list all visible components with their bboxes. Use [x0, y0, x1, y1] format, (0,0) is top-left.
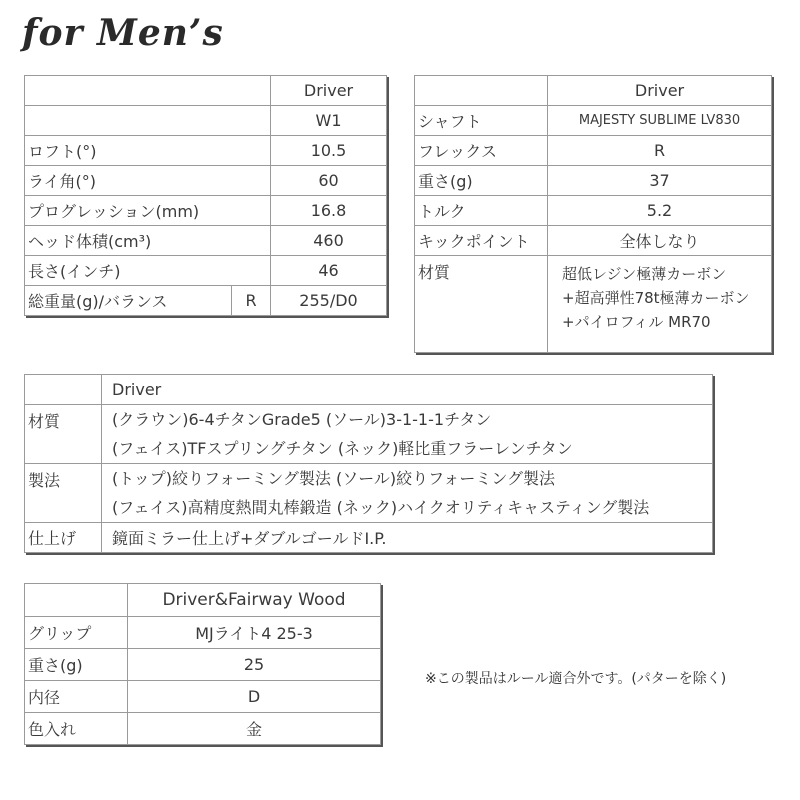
row-label: 長さ(インチ): [25, 256, 271, 286]
page-title: for Men’s: [22, 12, 224, 54]
table-row: [415, 166, 772, 196]
table-row: [25, 375, 713, 405]
cell-value: [102, 405, 713, 464]
cell-value: D: [128, 681, 381, 713]
cell-value: 25: [128, 649, 381, 681]
table-row: [25, 713, 381, 745]
shaft-table: [414, 75, 772, 353]
row-label: 重さ(g): [25, 649, 128, 681]
text-line: (クラウン)6-4チタンGrade5 (ソール)3-1-1-1チタン: [112, 410, 492, 429]
spec-table: [24, 75, 387, 316]
table-row: [25, 405, 713, 464]
text-line: (トップ)絞りフォーミング製法 (ソール)絞りフォーミング製法: [112, 469, 556, 488]
table-row: [415, 136, 772, 166]
row-label: 色入れ: [25, 713, 128, 745]
table-row: [415, 196, 772, 226]
table-row: [415, 106, 772, 136]
cell-value: 10.5: [271, 136, 387, 166]
row-label: 材質: [415, 256, 548, 353]
table-row: [25, 136, 387, 166]
grip-table: [24, 583, 381, 745]
row-label: 重さ(g): [415, 166, 548, 196]
cell-value: 460: [271, 226, 387, 256]
column-header: Driver: [271, 76, 387, 106]
cell-value: 16.8: [271, 196, 387, 226]
table-row: [25, 286, 387, 316]
table-row: [25, 196, 387, 226]
cell-value: 5.2: [548, 196, 772, 226]
table-row: [25, 584, 381, 617]
table-row: [25, 166, 387, 196]
cell-value: 60: [271, 166, 387, 196]
cell-value: 46: [271, 256, 387, 286]
column-header: Driver: [548, 76, 772, 106]
column-header: Driver&Fairway Wood: [128, 584, 381, 617]
row-label: グリップ: [25, 617, 128, 649]
table-row: [415, 256, 772, 353]
row-label: フレックス: [415, 136, 548, 166]
table-row: [25, 76, 387, 106]
cell-value: 255/D0: [271, 286, 387, 316]
cell-value: R: [548, 136, 772, 166]
row-label: プログレッション(mm): [25, 196, 271, 226]
table-row: [25, 256, 387, 286]
cell-value: MJライト4 25-3: [128, 617, 381, 649]
table-row: [25, 464, 713, 523]
row-label: 材質: [25, 405, 102, 464]
rule-note: ※この製品はルール適合外です。(パターを除く): [425, 671, 727, 687]
table-row: [25, 523, 713, 553]
table-row: [25, 617, 381, 649]
cell-value: 鏡面ミラー仕上げ+ダブルゴールドI.P.: [102, 523, 713, 553]
row-label: 仕上げ: [25, 523, 102, 553]
text-line: (フェイス)TFスプリングチタン (ネック)軽比重フラーレンチタン: [112, 439, 573, 458]
row-label: ロフト(°): [25, 136, 271, 166]
head-table: [24, 374, 713, 553]
table-row: [25, 106, 387, 136]
table-row: [25, 681, 381, 713]
table-row: [415, 226, 772, 256]
cell-value: MAJESTY SUBLIME LV830: [548, 106, 772, 136]
row-label: ライ角(°): [25, 166, 271, 196]
row-label: 総重量(g)/バランス: [25, 286, 232, 316]
column-header: Driver: [102, 375, 713, 405]
cell-value: [102, 464, 713, 523]
row-label: キックポイント: [415, 226, 548, 256]
cell-value: 37: [548, 166, 772, 196]
cell-value: 金: [128, 713, 381, 745]
material-line: 超低レジン極薄カーボン: [562, 265, 727, 283]
text-line: (フェイス)高精度熱間丸棒鍛造 (ネック)ハイクオリティキャスティング製法: [112, 498, 650, 517]
material-line: +パイロフィル MR70: [562, 313, 711, 331]
material-cell: [548, 256, 772, 353]
row-label: 内径: [25, 681, 128, 713]
material-line: +超高弾性78t極薄カーボン: [562, 289, 750, 307]
table-row: [415, 76, 772, 106]
flex-value: R: [232, 286, 271, 316]
row-label: トルク: [415, 196, 548, 226]
table-row: [25, 226, 387, 256]
row-label: 製法: [25, 464, 102, 523]
row-label: ヘッド体積(cm³): [25, 226, 271, 256]
row-label: シャフト: [415, 106, 548, 136]
table-row: [25, 649, 381, 681]
model-name: W1: [271, 106, 387, 136]
cell-value: 全体しなり: [548, 226, 772, 256]
